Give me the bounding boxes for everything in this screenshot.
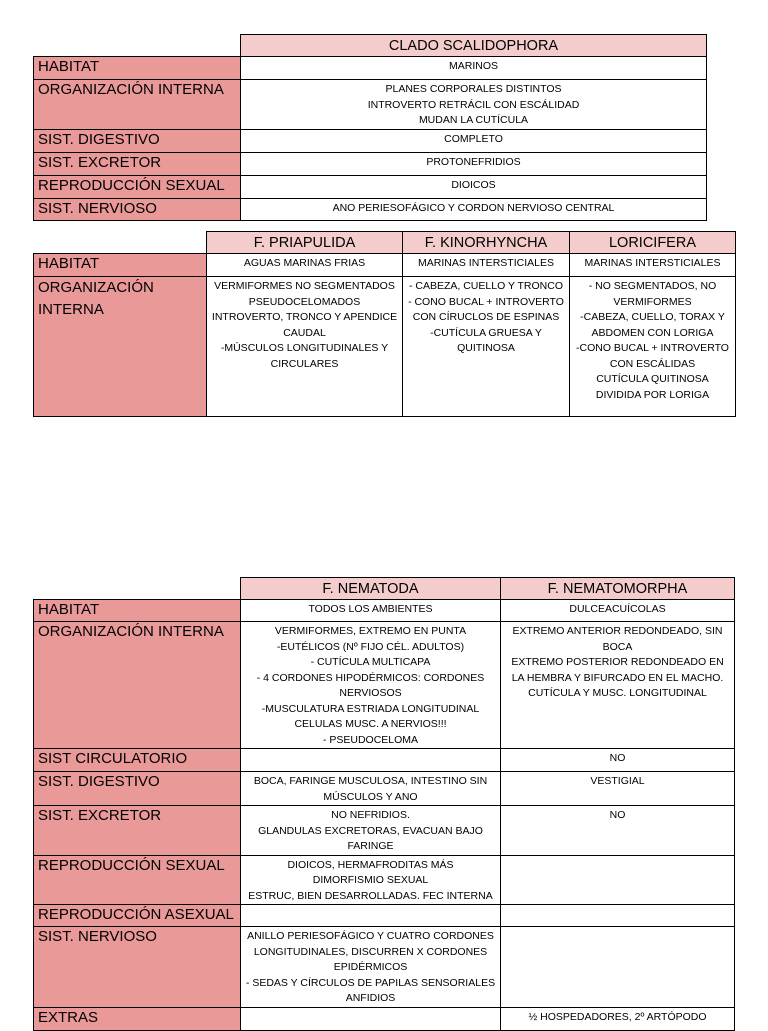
column-header: F. PRIAPULIDA	[207, 232, 403, 254]
row-label: HABITAT	[34, 57, 241, 80]
cell-value: - NO SEGMENTADOS, NO VERMIFORMES -CABEZA, CUELLO, TORAX Y ABDOMEN CON LORIGA -CONO BUCAL + INTROVERTO CON ESCÁLIDAS CUTÍCULA QUITINOSA DIVIDIDA POR LORIGA	[570, 277, 736, 417]
cell-value: VESTIGIAL	[501, 772, 735, 806]
column-header: F. NEMATOMORPHA	[501, 578, 735, 600]
row-label: SIST. EXCRETOR	[34, 806, 241, 856]
cell-value: MARINAS INTERSTICIALES	[403, 254, 570, 277]
cell-value: NO	[501, 749, 735, 772]
cell-value: VERMIFORMES, EXTREMO EN PUNTA -EUTÉLICOS (Nº FIJO CÉL. ADULTOS) - CUTÍCULA MULTICAPA - 4 CORDONES HIPODÉRMICOS: CORDONES NERVIOSOS -MUSCULATURA ESTRIADA LONGITUDINAL CELULAS MUSC. A NERVIOS!!! - PSEUDOCELOMA	[241, 622, 501, 749]
cell-value: ANILLO PERIESOFÁGICO Y CUATRO CORDONES LONGITUDINALES, DISCURREN X CORDONES EPIDÉRMICOS - SEDAS Y CÍRCULOS DE PAPILAS SENSORIALES ANFIDIOS	[241, 927, 501, 1008]
scalidophora-table	[33, 34, 707, 221]
cell-value: NO NEFRIDIOS. GLANDULAS EXCRETORAS, EVACUAN BAJO FARINGE	[241, 806, 501, 856]
cell-value: DIOICOS, HERMAFRODITAS MÁS DIMORFISMIO SEXUAL ESTRUC, BIEN DESARROLLADAS. FEC INTERNA	[241, 855, 501, 905]
cell-value	[501, 905, 735, 927]
column-header: F. NEMATODA	[241, 578, 501, 600]
cell-value: PROTONEFRIDIOS	[241, 152, 707, 175]
row-label: REPRODUCCIÓN SEXUAL	[34, 175, 241, 198]
cell-value: ANO PERIESOFÁGICO Y CORDON NERVIOSO CENTRAL	[241, 198, 707, 220]
cell-value: - CABEZA, CUELLO Y TRONCO - CONO BUCAL + INTROVERTO CON CÍRUCLOS DE ESPINAS -CUTÍCULA GRUESA Y QUITINOSA	[403, 277, 570, 417]
row-label: SIST. DIGESTIVO	[34, 129, 241, 152]
column-header: LORICIFERA	[570, 232, 736, 254]
row-label: SIST. NERVIOSO	[34, 198, 241, 220]
row-label: HABITAT	[34, 600, 241, 622]
row-label: SIST. EXCRETOR	[34, 152, 241, 175]
row-label: REPRODUCCIÓN SEXUAL	[34, 855, 241, 905]
cell-value: EXTREMO ANTERIOR REDONDEADO, SIN BOCA EXTREMO POSTERIOR REDONDEADO EN LA HEMBRA Y BIFURCADO EN EL MACHO. CUTÍCULA Y MUSC. LONGITUDINAL	[501, 622, 735, 749]
corner-cell	[34, 35, 241, 57]
cell-value: VERMIFORMES NO SEGMENTADOS PSEUDOCELOMADOS INTROVERTO, TRONCO Y APENDICE CAUDAL -MÚSCULOS LONGITUDINALES Y CIRCULARES	[207, 277, 403, 417]
row-label: ORGANIZACIÓN INTERNA	[34, 277, 207, 417]
nematoda-nematomorpha-table	[33, 577, 735, 1031]
column-header: CLADO SCALIDOPHORA	[241, 35, 707, 57]
row-label: SIST. DIGESTIVO	[34, 772, 241, 806]
cell-value: DULCEACUÍCOLAS	[501, 600, 735, 622]
cell-value: MARINOS	[241, 57, 707, 80]
cell-value: PLANES CORPORALES DISTINTOS INTROVERTO RETRÁCIL CON ESCÁLIDAD MUDAN LA CUTÍCULA	[241, 80, 707, 130]
row-label: ORGANIZACIÓN INTERNA	[34, 80, 241, 130]
column-header: F. KINORHYNCHA	[403, 232, 570, 254]
row-label: HABITAT	[34, 254, 207, 277]
corner-cell	[34, 232, 207, 254]
row-label: SIST CIRCULATORIO	[34, 749, 241, 772]
cell-value	[501, 927, 735, 1008]
cell-value	[241, 905, 501, 927]
cell-value	[241, 749, 501, 772]
row-label: SIST. NERVIOSO	[34, 927, 241, 1008]
cell-value: ½ HOSPEDADORES, 2º ARTÓPODO	[501, 1007, 735, 1030]
cell-value: AGUAS MARINAS FRIAS	[207, 254, 403, 277]
row-label: EXTRAS	[34, 1007, 241, 1030]
cell-value: TODOS LOS AMBIENTES	[241, 600, 501, 622]
cell-value: NO	[501, 806, 735, 856]
cell-value: COMPLETO	[241, 129, 707, 152]
cell-value	[501, 855, 735, 905]
cell-value: DIOICOS	[241, 175, 707, 198]
row-label: ORGANIZACIÓN INTERNA	[34, 622, 241, 749]
scalidophora-groups-table	[33, 231, 736, 417]
corner-cell	[34, 578, 241, 600]
cell-value: MARINAS INTERSTICIALES	[570, 254, 736, 277]
cell-value	[241, 1007, 501, 1030]
row-label: REPRODUCCIÓN ASEXUAL	[34, 905, 241, 927]
cell-value: BOCA, FARINGE MUSCULOSA, INTESTINO SIN MÚSCULOS Y ANO	[241, 772, 501, 806]
